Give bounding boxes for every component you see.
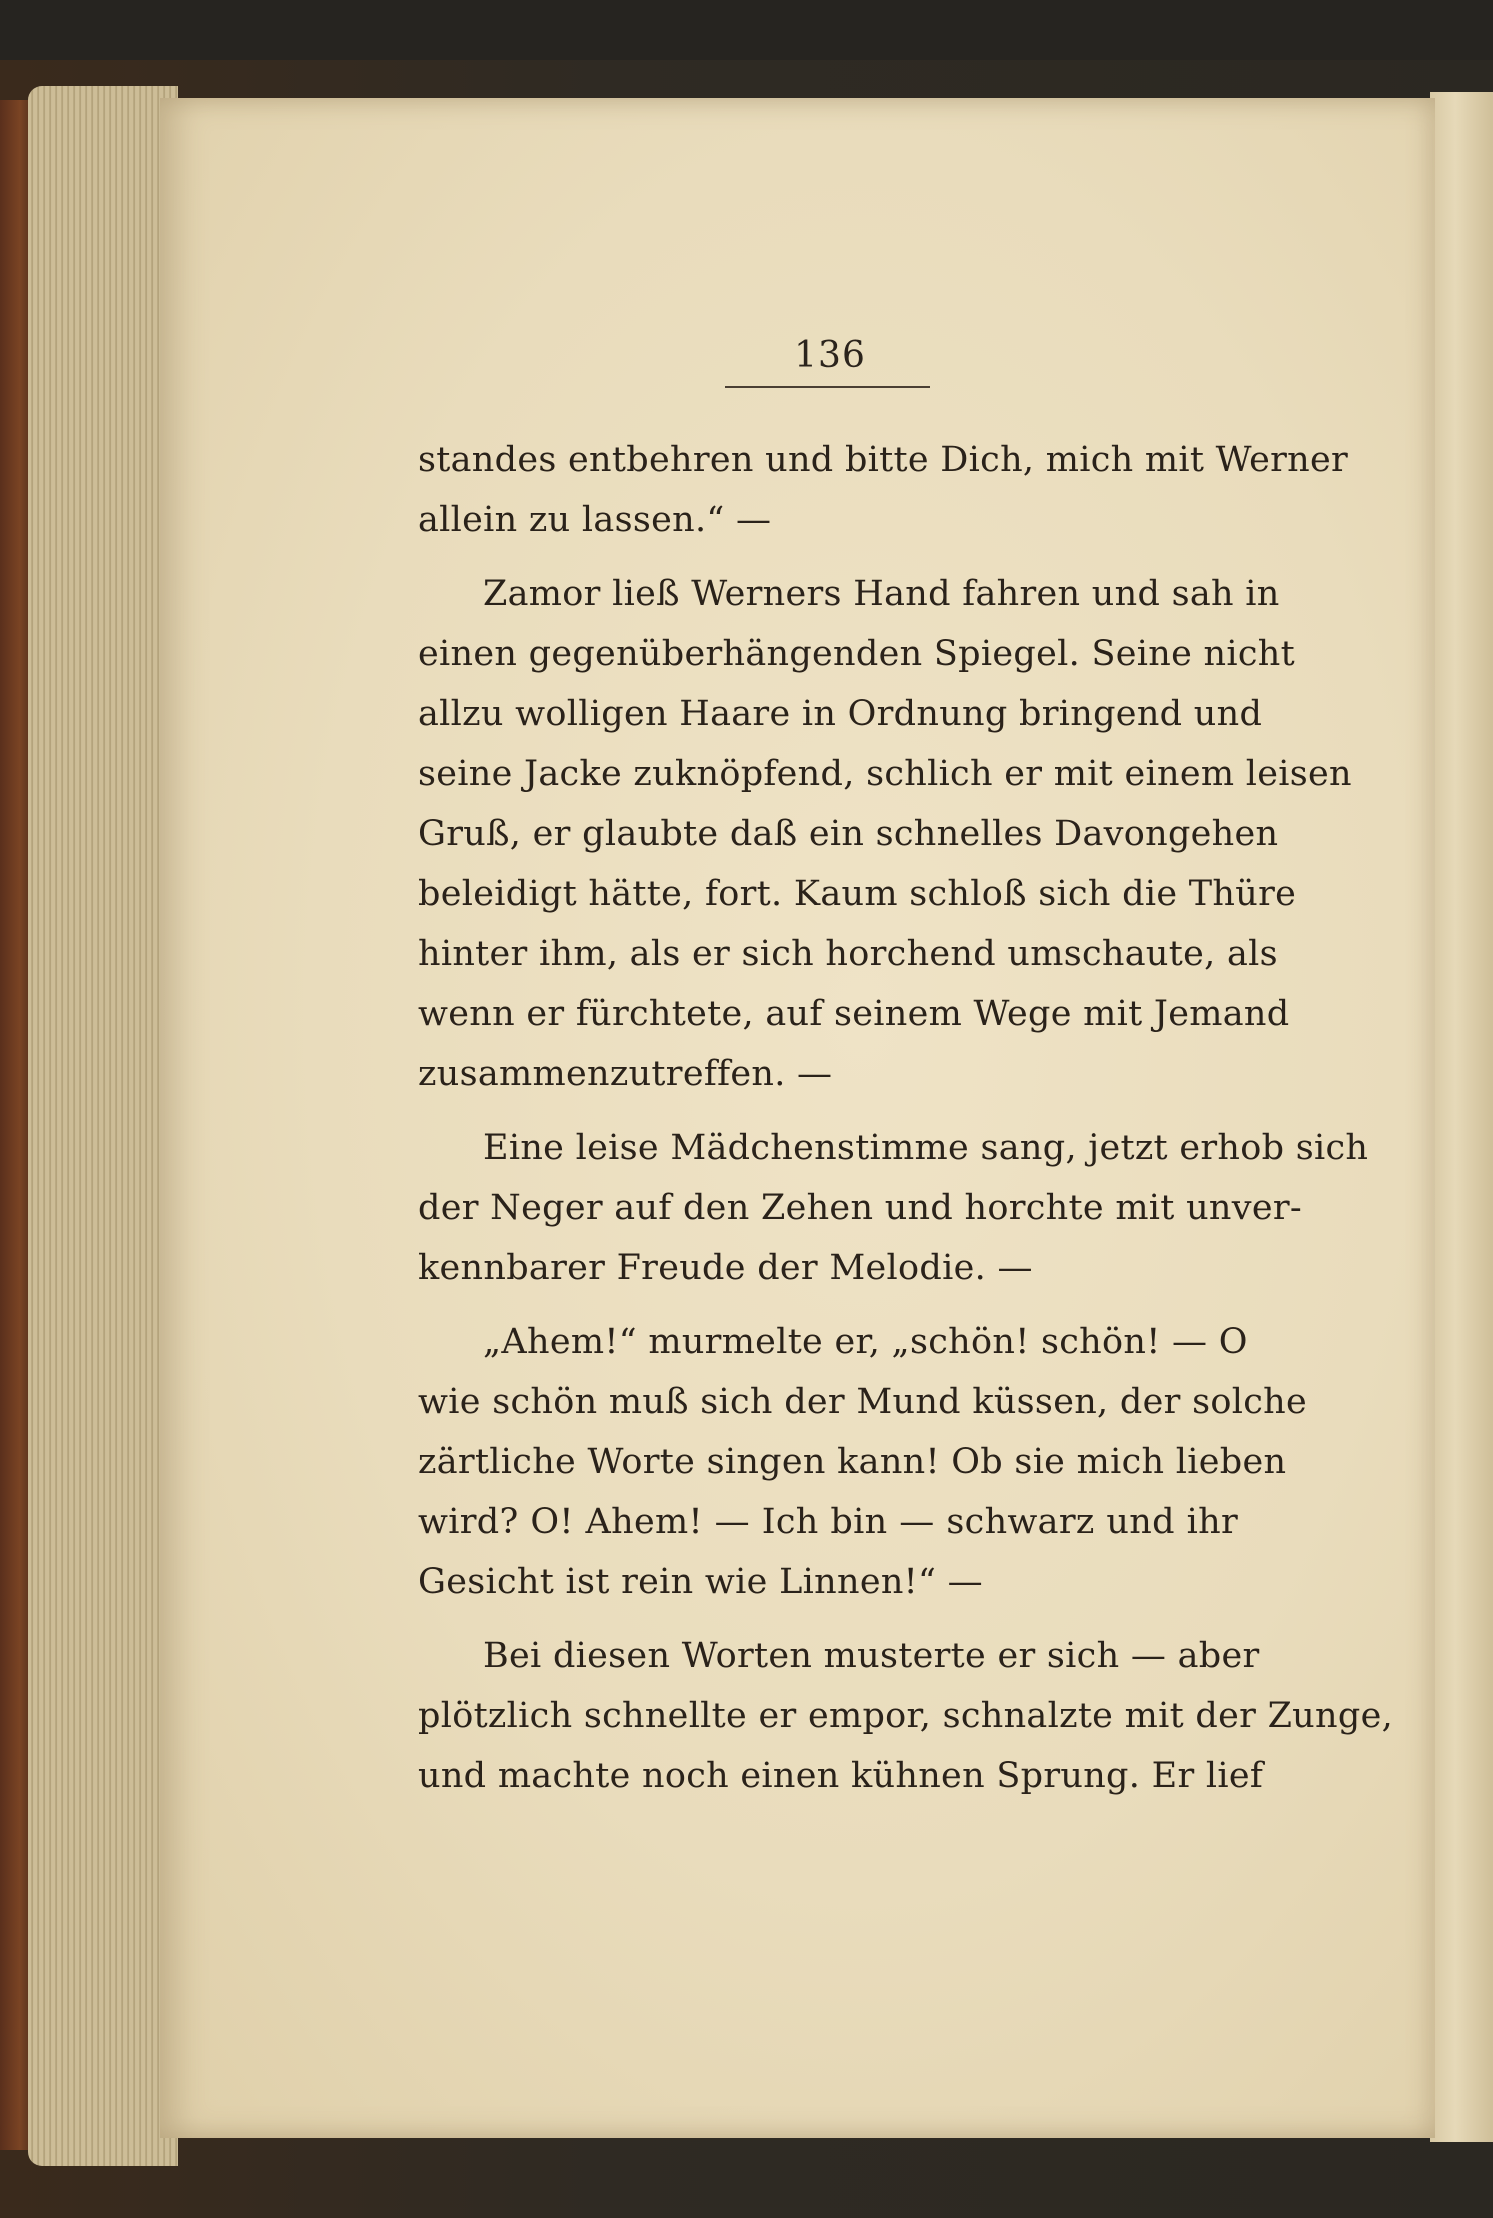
text-line: Gesicht ist rein wie Linnen!“ — (418, 1562, 983, 1602)
text-line: kennbarer Freude der Melodie. — (418, 1248, 1033, 1288)
text-line: der Neger auf den Zehen und horchte mit unver- (418, 1188, 1303, 1228)
text-line: zusammenzutreffen. — (418, 1054, 833, 1094)
text-line: seine Jacke zuknöpfend, schlich er mit einem leisen (418, 754, 1352, 794)
page-number: 136 (794, 335, 866, 376)
text-line: wird? O! Ahem! — Ich bin — schwarz und ihr (418, 1502, 1238, 1542)
text-line: allzu wolligen Haare in Ordnung bringend und (418, 694, 1263, 734)
paragraph-gap (418, 1612, 1238, 1626)
page-number-rule (725, 386, 930, 388)
text-line: einen gegenüberhängenden Spiegel. Seine nicht (418, 634, 1295, 674)
text-line: hinter ihm, als er sich horchend umschaute, als (418, 934, 1278, 974)
text-line: standes entbehren und bitte Dich, mich mit Werner (418, 440, 1349, 480)
text-line: Zamor ließ Werners Hand fahren und sah in (483, 574, 1280, 614)
text-line: Gruß, er glaubte daß ein schnelles Davongehen (418, 814, 1279, 854)
paragraph-gap (418, 1298, 1238, 1312)
body-text (418, 430, 1394, 1806)
text-line: beleidigt hätte, fort. Kaum schloß sich die Thüre (418, 874, 1297, 914)
text-line: wie schön muß sich der Mund küssen, der solche (418, 1382, 1307, 1422)
paragraph-gap (418, 550, 1238, 564)
text-line: Eine leise Mädchenstimme sang, jetzt erhob sich (483, 1128, 1369, 1168)
text-line: plötzlich schnellte er empor, schnalzte mit der Zunge, (418, 1696, 1394, 1736)
text-line: und machte noch einen kühnen Sprung. Er lief (418, 1756, 1264, 1796)
text-line: Bei diesen Worten musterte er sich — aber (483, 1636, 1260, 1676)
page-edge-right (1430, 92, 1493, 2142)
page-edges-left (28, 86, 178, 2166)
text-line: wenn er fürchtete, auf seinem Wege mit Jemand (418, 994, 1290, 1034)
text-line: allein zu lassen.“ — (418, 500, 772, 540)
text-line: zärtliche Worte singen kann! Ob sie mich lieben (418, 1442, 1287, 1482)
text-line: „Ahem!“ murmelte er, „schön! schön! — O (483, 1322, 1248, 1362)
paragraph-gap (418, 1104, 1238, 1118)
